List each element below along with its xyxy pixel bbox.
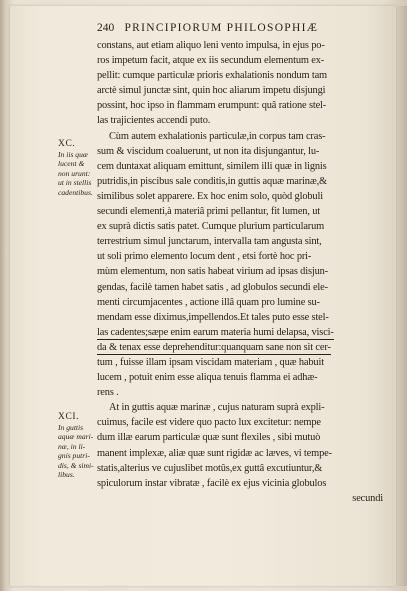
text-line: dum illæ earum particulæ quæ sunt flexiles , sibi mutuò: [97, 432, 321, 444]
underlined-text: da & tenax esse deprehenditur:quanquam sane non sit cer-: [97, 341, 331, 353]
margin-gloss-line: ut in stellis: [58, 178, 92, 188]
paragraph-start-line: At in guttis aquæ marinæ , cujus naturam suprà expli-: [109, 402, 325, 414]
text-line: tum , fuisse illam ipsam viscidam materiam , quæ habuit: [97, 356, 324, 368]
margin-gloss-line: cadentibus.: [58, 187, 93, 197]
text-line: statis,alterius ve cujuslibet motûs,ex guttâ excutiuntur,&: [97, 462, 323, 474]
page-edge: [397, 6, 407, 586]
text-line: secundi elementi,à materiâ primi pellantur, fit lumen, ut: [97, 206, 321, 218]
text-line: las trajicientes accendi puto.: [97, 115, 211, 127]
margin-gloss-line: libus.: [58, 470, 75, 480]
text-line: ut soli primo elemento locum dent , etsi fortè hoc pri-: [97, 251, 312, 263]
text-line: mendam esse diximus,impellendos.Et tales puto esse stel-: [97, 311, 329, 323]
text-line: ex suprà dictis satis patet. Cumque plurium particularum: [97, 221, 325, 233]
text-line: pellit: cumque particulæ prioris exhalationis nondum tam: [97, 70, 327, 82]
text-line: rens .: [97, 387, 119, 399]
text-line: terrestrium simul junctarum, intervalla tam angusta sint,: [97, 236, 322, 248]
text-line: putridis,in piscibus sale conditis,in guttis aquæ marinæ,&: [97, 175, 327, 187]
margin-note-xc: [58, 139, 100, 197]
text-line: cem duntaxat aliquam emittunt, similem illi quæ in lignis: [97, 160, 327, 172]
catchword: secundi: [352, 492, 383, 504]
margin-gloss-line: In iis quæ: [58, 150, 88, 159]
text-line: possint, hoc ipso in flammam erumpunt: quâ ratione stel-: [97, 100, 327, 112]
article-number: XCI.: [58, 412, 80, 422]
article-number: XC.: [58, 139, 76, 149]
text-line: menti circumjacentes , actione illâ quam pro lumine su-: [97, 296, 320, 308]
page-number: 240: [97, 22, 115, 34]
underlined-line: [97, 340, 387, 355]
margin-note-xci: [58, 412, 100, 479]
margin-gloss-line: In guttis: [58, 423, 84, 432]
text-line: mùm elementum, non satis habeat virium ad ipsas disjun-: [97, 266, 328, 278]
text-line: constans, aut etiam aliquo leni vento impulsa, in ejus po-: [97, 40, 325, 51]
text-line: lucem , potuit enim esse aliqua tenuis flamma ei adhæ-: [97, 372, 318, 384]
body-text: [97, 38, 387, 506]
running-title: PRINCIPIORUM PHILOSOPHIÆ: [124, 22, 319, 34]
text-line: arctè simul junctæ sint, quin hoc aliarum impetu disjungi: [97, 85, 326, 97]
margin-gloss-line: non urunt:: [58, 168, 91, 178]
margin-gloss-line: gnis putri-: [58, 451, 90, 461]
margin-gloss-line: lucent &: [58, 159, 85, 169]
margin-gloss-line: aquæ mari-: [58, 432, 94, 442]
paragraph-start-line: Cùm autem exhalationis particulæ,in corpus tam cras-: [109, 130, 326, 142]
text-line: similibus solet apparere. Ex hoc enim solo, quòd globuli: [97, 190, 323, 202]
margin-gloss-line: dis, & simi-: [58, 460, 94, 470]
text-line: cuimus, facile est videre quo pacto lux excitetur: nempe: [97, 417, 321, 429]
underlined-text: las cadentes;sæpe enim earum materia humi delapsa, visci-: [97, 326, 334, 338]
text-line: ros impetum facit, atque ex iis secundum elementum ex-: [97, 55, 325, 67]
text-line: spiculorum instar vibratæ , facilè ex ejus vicinia globulos: [97, 477, 327, 489]
margin-gloss-line: næ, in li-: [58, 441, 86, 451]
page-header: [97, 22, 318, 34]
text-line: gendas, facilè tamen habet satis , ad globulos secundi ele-: [97, 281, 328, 293]
underlined-line: [97, 325, 387, 340]
text-line: manent implexæ, aliæ quæ sunt rigidæ ac læves, vi tempe-: [97, 447, 332, 459]
text-line: sum & viscidum coaluerunt, ut non ita disjungantur, lu-: [97, 145, 320, 157]
